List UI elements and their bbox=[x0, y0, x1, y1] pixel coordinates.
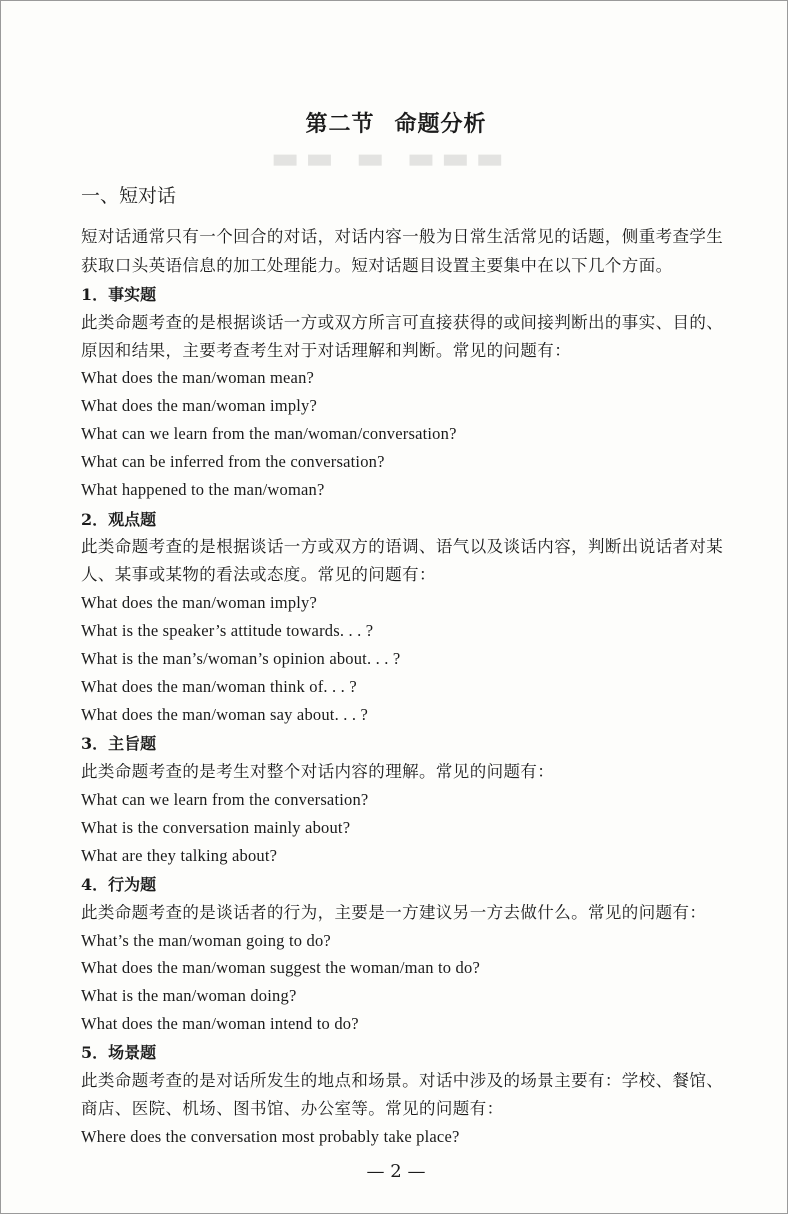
bleed-through-shadow: ▬▬ ▬ ▬▬▬ bbox=[271, 141, 510, 176]
cat2-question: What does the man/woman imply? bbox=[81, 593, 318, 612]
heading-short-dialogue: 一、短对话 bbox=[81, 185, 177, 207]
cat2-question: What is the speaker’s attitude towards. . . ? bbox=[81, 621, 374, 640]
cat5-desc-2: 商店、医院、机场、图书馆、办公室等。常见的问题有： bbox=[81, 1099, 504, 1118]
cat4-question: What does the man/woman intend to do? bbox=[81, 1014, 359, 1033]
cat2-desc-1: 此类命题考查的是根据谈话一方或双方的语调、语气以及谈话内容，判断出说话者对某 bbox=[81, 537, 724, 556]
cat2-question: What does the man/woman say about. . . ? bbox=[81, 705, 369, 724]
cat2-question: What does the man/woman think of. . . ? bbox=[81, 677, 357, 696]
intro-line-2: 获取口头英语信息的加工处理能力。短对话题目设置主要集中在以下几个方面。 bbox=[81, 256, 673, 275]
cat1-desc-1: 此类命题考查的是根据谈话一方或双方所言可直接获得的或间接判断出的事实、目的、 bbox=[81, 313, 724, 332]
cat3-question: What can we learn from the conversation? bbox=[81, 790, 369, 809]
cat4-question: What’s the man/woman going to do? bbox=[81, 931, 331, 950]
cat4-question: What does the man/woman suggest the woman/man to do? bbox=[81, 958, 480, 977]
section-name: 命题分析 bbox=[394, 112, 487, 137]
cat2-desc-2: 人、某事或某物的看法或态度。常见的问题有： bbox=[81, 565, 436, 584]
cat1-question: What can we learn from the man/woman/conversation? bbox=[81, 424, 457, 443]
cat3-title: 3．主旨题 bbox=[81, 734, 157, 753]
cat2-title: 2．观点题 bbox=[81, 510, 157, 529]
cat3-desc-1: 此类命题考查的是考生对整个对话内容的理解。常见的问题有： bbox=[81, 762, 555, 781]
section-title bbox=[1, 107, 788, 138]
cat4-question: What is the man/woman doing? bbox=[81, 986, 297, 1005]
intro-line-1: 短对话通常只有一个回合的对话，对话内容一般为日常生活常见的话题，侧重考查学生 bbox=[81, 227, 724, 246]
cat3-question: What is the conversation mainly about? bbox=[81, 818, 351, 837]
cat5-question: Where does the conversation most probably take place? bbox=[81, 1127, 460, 1146]
page-number: — 2 — bbox=[366, 1161, 426, 1182]
cat1-question: What happened to the man/woman? bbox=[81, 480, 325, 499]
section-number: 第二节 bbox=[305, 112, 375, 137]
cat2-question: What is the man’s/woman’s opinion about. . . ? bbox=[81, 649, 401, 668]
cat1-question: What does the man/woman imply? bbox=[81, 396, 318, 415]
cat1-question: What does the man/woman mean? bbox=[81, 368, 315, 387]
cat1-question: What can be inferred from the conversation? bbox=[81, 452, 385, 471]
cat4-desc-1: 此类命题考查的是谈话者的行为，主要是一方建议另一方去做什么。常见的问题有： bbox=[81, 903, 707, 922]
cat5-title: 5．场景题 bbox=[81, 1043, 157, 1062]
cat1-title: 1．事实题 bbox=[81, 285, 157, 304]
cat4-title: 4．行为题 bbox=[81, 875, 157, 894]
cat1-desc-2: 原因和结果，主要考查考生对于对话理解和判断。常见的问题有： bbox=[81, 341, 572, 360]
cat3-question: What are they talking about? bbox=[81, 846, 278, 865]
cat5-desc-1: 此类命题考查的是对话所发生的地点和场景。对话中涉及的场景主要有：学校、餐馆、 bbox=[81, 1071, 724, 1090]
